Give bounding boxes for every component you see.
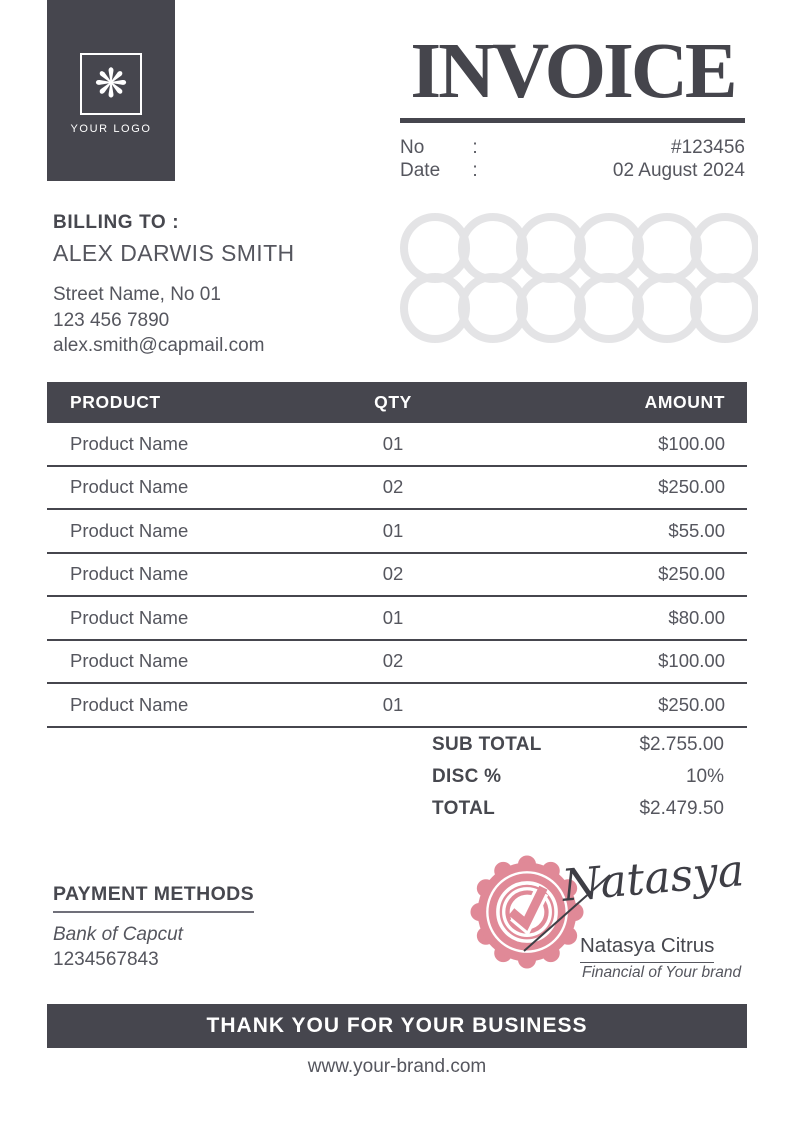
discount-label: DISC % <box>432 766 502 787</box>
billing-phone: 123 456 7890 <box>53 309 170 331</box>
cell-amount: $55.00 <box>668 519 725 541</box>
cell-qty: 01 <box>382 693 404 715</box>
payment-bank-name: Bank of Capcut <box>53 924 183 945</box>
signature-block <box>470 845 755 985</box>
logo-text: YOUR LOGO <box>70 123 152 135</box>
total-value: $2.479.50 <box>639 798 724 819</box>
subtotal-value: $2.755.00 <box>639 734 724 755</box>
circles-pattern-decoration <box>400 208 758 350</box>
asterisk-flower-icon: ❋ <box>94 61 128 107</box>
items-table <box>47 382 747 728</box>
cell-qty: 01 <box>382 606 404 628</box>
billing-address: Street Name, No 01 <box>53 284 221 305</box>
column-header-amount: AMOUNT <box>644 392 725 412</box>
billing-email: alex.smith@capmail.com <box>53 335 265 356</box>
table-row <box>47 641 747 685</box>
cell-product: Product Name <box>70 476 189 498</box>
invoice-header <box>400 28 745 182</box>
logo-block <box>47 0 175 181</box>
table-row <box>47 684 747 728</box>
cell-amount: $100.00 <box>658 432 725 454</box>
discount-row <box>432 761 724 793</box>
totals-section <box>432 729 724 825</box>
invoice-date-row <box>400 159 745 182</box>
cell-product: Product Name <box>70 606 189 628</box>
cell-amount: $80.00 <box>668 606 725 628</box>
cell-qty: 01 <box>382 519 404 541</box>
payment-methods-label: PAYMENT METHODS <box>53 883 254 913</box>
page-title: INVOICE <box>410 28 735 115</box>
invoice-meta <box>400 136 745 182</box>
cell-product: Product Name <box>70 519 189 541</box>
cell-qty: 02 <box>382 476 404 498</box>
signatory-name: Natasya Citrus <box>580 934 714 963</box>
table-row <box>47 467 747 511</box>
colon-separator: : <box>472 136 478 158</box>
table-row <box>47 554 747 598</box>
column-header-qty: QTY <box>374 392 412 412</box>
cell-qty: 02 <box>382 650 404 672</box>
table-row <box>47 510 747 554</box>
invoice-number-value: #123456 <box>671 136 745 158</box>
column-header-product: PRODUCT <box>70 392 161 412</box>
cell-amount: $250.00 <box>658 563 725 585</box>
total-label: TOTAL <box>432 798 496 819</box>
cell-product: Product Name <box>70 432 189 454</box>
billing-name: ALEX DARWIS SMITH <box>53 240 295 266</box>
invoice-date-value: 02 August 2024 <box>612 159 745 181</box>
thank-you-banner <box>47 1004 747 1048</box>
website-url: www.your-brand.com <box>307 1056 487 1077</box>
cell-product: Product Name <box>70 563 189 585</box>
discount-value: 10% <box>685 766 724 787</box>
billing-section <box>53 212 383 359</box>
cell-amount: $250.00 <box>658 476 725 498</box>
cell-product: Product Name <box>70 693 189 715</box>
invoice-number-row <box>400 136 745 159</box>
cell-qty: 02 <box>382 563 404 585</box>
title-underline <box>400 118 745 123</box>
thank-you-text: THANK YOU FOR YOUR BUSINESS <box>206 1014 588 1037</box>
colon-separator: : <box>472 159 478 181</box>
signature-script: Natasya <box>559 845 747 912</box>
subtotal-row <box>432 729 724 761</box>
table-row <box>47 423 747 467</box>
logo-frame <box>80 53 142 115</box>
table-header-row <box>47 382 747 423</box>
cell-qty: 01 <box>382 432 404 454</box>
cell-amount: $100.00 <box>658 650 725 672</box>
invoice-date-label: Date <box>400 159 441 181</box>
total-row <box>432 793 724 825</box>
payment-methods-section <box>53 883 254 971</box>
cell-product: Product Name <box>70 650 189 672</box>
table-row <box>47 597 747 641</box>
cell-amount: $250.00 <box>658 693 725 715</box>
billing-to-label: BILLING TO : <box>53 212 180 233</box>
invoice-number-label: No <box>400 136 425 158</box>
subtotal-label: SUB TOTAL <box>432 734 542 755</box>
signatory-title: Financial of Your brand <box>582 964 742 981</box>
payment-account-number: 1234567843 <box>53 949 159 970</box>
